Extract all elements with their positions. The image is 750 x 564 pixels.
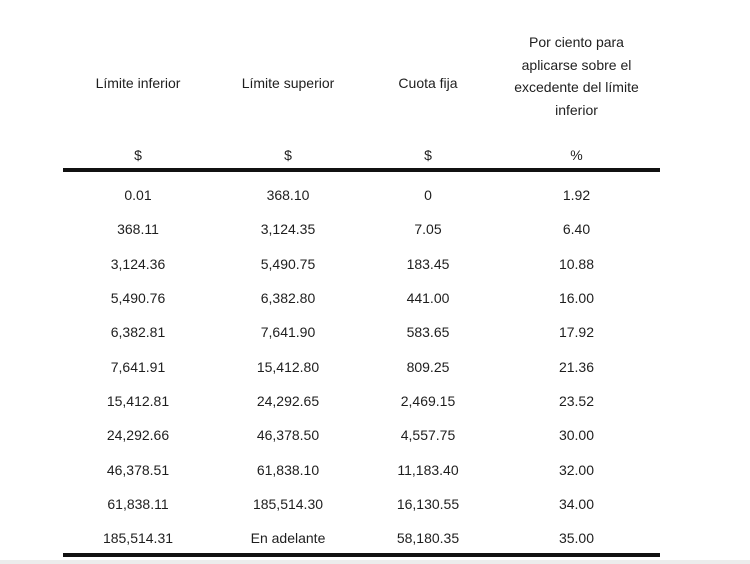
footer-rule [63,553,660,557]
cell-percent: 6.40 [562,221,591,238]
cell-upper: 6,382.80 [260,290,316,307]
cell-fixed: 583.65 [406,324,450,341]
cell-lower: 15,412.81 [106,392,170,409]
cell-lower: 0.01 [124,187,152,204]
cell-percent: 21.36 [558,358,595,375]
cell-upper: 368.10 [266,187,310,204]
cell-lower: 3,124.36 [110,255,166,272]
header-rule [63,168,660,172]
cell-percent: 16.00 [558,290,595,307]
cell-lower: 185,514.31 [102,530,174,547]
cell-percent: 35.00 [558,530,595,547]
cell-lower: 6,382.81 [110,324,166,341]
cell-upper: 46,378.50 [256,427,320,444]
table-row [63,487,660,521]
table-row [63,178,660,212]
cell-upper: 185,514.30 [252,495,324,512]
table-row [63,384,660,418]
table-body [63,178,660,555]
cell-fixed: 16,130.55 [396,495,460,512]
cell-fixed: 809.25 [406,358,450,375]
unit-lower-limit: $ [134,147,142,163]
cell-percent: 10.88 [558,255,595,272]
cell-fixed: 0 [424,187,432,204]
unit-fixed-fee: $ [424,147,432,163]
cell-percent: 17.92 [558,324,595,341]
cell-lower: 46,378.51 [106,461,170,478]
cell-fixed: 11,183.40 [397,461,459,478]
header-fixed-fee: Cuota fija [398,75,458,91]
unit-upper-limit: $ [284,147,292,163]
cell-lower: 7,641.91 [110,358,166,375]
cell-fixed: 58,180.35 [396,530,460,547]
cell-upper: 61,838.10 [256,461,320,478]
cell-fixed: 2,469.15 [400,392,456,409]
cell-percent: 32.00 [558,461,595,478]
cell-lower: 61,838.11 [107,495,169,512]
cell-percent: 30.00 [558,427,595,444]
table-row [63,418,660,452]
unit-percentage: % [570,147,583,163]
cell-percent: 23.52 [558,392,595,409]
cell-upper: 5,490.75 [260,255,316,272]
cell-lower: 368.11 [117,221,159,238]
cell-upper: 3,124.35 [260,221,316,238]
cell-upper: En adelante [250,530,326,547]
cell-fixed: 7.05 [414,221,442,238]
tax-rate-table [63,0,660,560]
cell-fixed: 183.45 [406,255,450,272]
cell-upper: 24,292.65 [256,392,320,409]
header-percentage: Por ciento para aplicarse sobre el excedente del límite inferior [514,34,639,118]
table-row [63,315,660,349]
cell-percent: 1.92 [562,187,591,204]
cell-percent: 34.00 [558,495,595,512]
page-bottom-strip [0,560,750,564]
cell-fixed: 441.00 [406,290,450,307]
cell-fixed: 4,557.75 [400,427,456,444]
table-row [63,521,660,555]
table-row [63,212,660,246]
cell-upper: 15,412.80 [256,358,320,375]
cell-lower: 5,490.76 [110,290,166,307]
table-row [63,452,660,486]
header-lower-limit: Límite inferior [95,75,181,91]
table-row [63,281,660,315]
table-row [63,349,660,383]
cell-lower: 24,292.66 [106,427,170,444]
table-header [63,0,660,168]
cell-upper: 7,641.90 [260,324,316,341]
table-row [63,247,660,281]
header-upper-limit: Límite superior [241,75,335,91]
